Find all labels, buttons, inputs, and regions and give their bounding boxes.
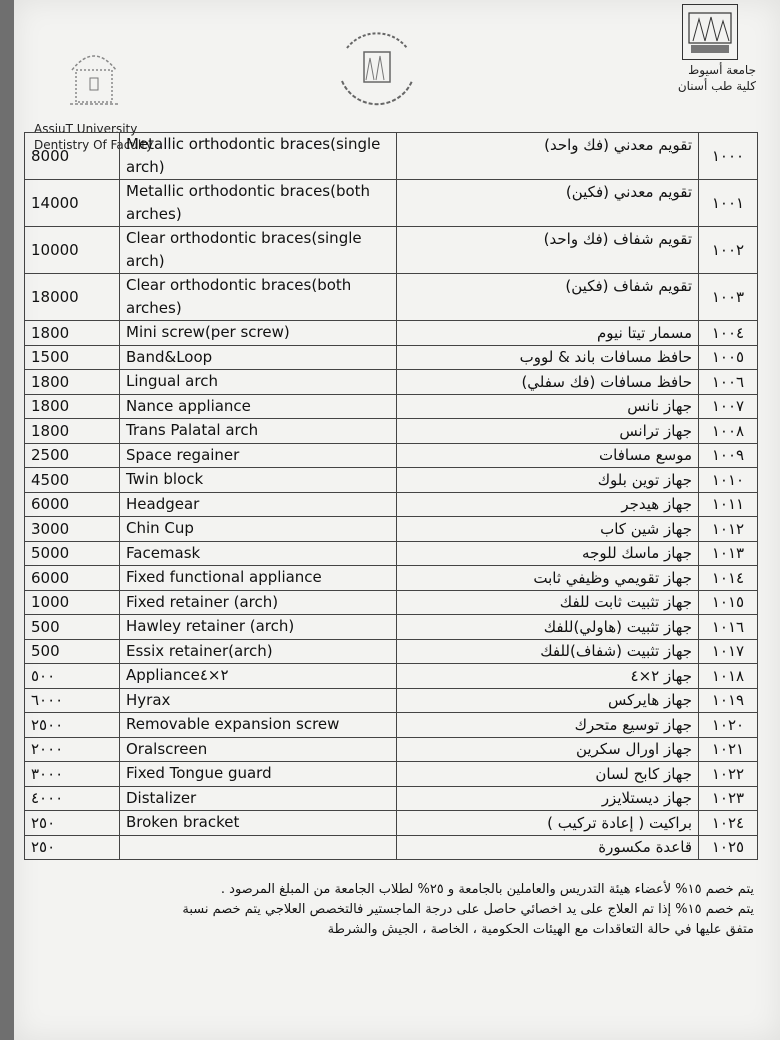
service-code-cell: ١٠٠٥ bbox=[699, 345, 758, 370]
service-name-cell: Lingual arch bbox=[120, 370, 397, 395]
table-row bbox=[25, 811, 758, 836]
service-name-ar-cell: قاعدة مكسورة bbox=[397, 835, 699, 860]
table-row bbox=[25, 566, 758, 591]
service-name-cell: Space regainer bbox=[120, 443, 397, 468]
service-name-ar-cell: جهاز شين كاب bbox=[397, 517, 699, 542]
service-name-ar-cell: جهاز ديستلايزر bbox=[397, 786, 699, 811]
table-row bbox=[25, 762, 758, 787]
price-cell: 6000 bbox=[25, 492, 120, 517]
service-name-cell: Essix retainer(arch) bbox=[120, 639, 397, 664]
price-cell: 4500 bbox=[25, 468, 120, 493]
note-line: يتم خصم ١٥% لأعضاء هيئة التدريس والعاملين بالجامعة و ٢٥% لطلاب الجامعة من المبلغ المرصود . bbox=[220, 882, 754, 897]
service-name-ar-cell: جهاز ٢×٤ bbox=[397, 664, 699, 689]
service-name-ar-cell: جهاز تقويمي وظيفي ثابت bbox=[397, 566, 699, 591]
service-name-cell: Nance appliance bbox=[120, 394, 397, 419]
table-row bbox=[25, 443, 758, 468]
table-row bbox=[25, 370, 758, 395]
service-code-cell: ١٠٠٧ bbox=[699, 394, 758, 419]
service-code-cell: ١٠٠٩ bbox=[699, 443, 758, 468]
service-name-cell: Broken bracket bbox=[120, 811, 397, 836]
price-cell: ٣٠٠٠ bbox=[25, 762, 120, 787]
service-name-cell: Band&Loop bbox=[120, 345, 397, 370]
table-row bbox=[25, 541, 758, 566]
price-cell: ٢٥٠ bbox=[25, 835, 120, 860]
service-name-ar-cell: جهاز توسيع متحرك bbox=[397, 713, 699, 738]
service-name-ar-cell: براكيت ( إعادة تركيب ) bbox=[397, 811, 699, 836]
service-name-ar-cell: حافظ مسافات (فك سفلي) bbox=[397, 370, 699, 395]
service-code-cell: ١٠٠٤ bbox=[699, 321, 758, 346]
service-code-cell: ١٠١٣ bbox=[699, 541, 758, 566]
table-row bbox=[25, 492, 758, 517]
service-name-ar-cell: جهاز تثبيت (هاولي)للفك bbox=[397, 615, 699, 640]
table-row bbox=[25, 664, 758, 689]
service-code-cell: ١٠١٩ bbox=[699, 688, 758, 713]
table-row bbox=[25, 227, 758, 274]
table-row bbox=[25, 737, 758, 762]
service-name-cell: Metallic orthodontic braces(single arch) bbox=[120, 133, 397, 180]
faculty-name-ar: كلية طب أسنان bbox=[677, 79, 756, 93]
faculty-logo-icon bbox=[64, 40, 124, 114]
service-name-ar-cell: مسمار تيتا نيوم bbox=[397, 321, 699, 346]
table-row bbox=[25, 394, 758, 419]
price-cell: 8000 bbox=[25, 133, 120, 180]
table-row bbox=[25, 517, 758, 542]
discount-notes bbox=[34, 880, 754, 940]
table-row bbox=[25, 713, 758, 738]
price-cell: ٥٠٠ bbox=[25, 664, 120, 689]
table-row bbox=[25, 590, 758, 615]
service-name-cell: Fixed retainer (arch) bbox=[120, 590, 397, 615]
price-cell: 1000 bbox=[25, 590, 120, 615]
price-cell: 10000 bbox=[25, 227, 120, 274]
service-name-cell: Headgear bbox=[120, 492, 397, 517]
service-name-ar-cell: جهاز توين بلوك bbox=[397, 468, 699, 493]
service-name-ar-cell: جهاز هايركس bbox=[397, 688, 699, 713]
price-cell: 3000 bbox=[25, 517, 120, 542]
service-name-ar-cell: موسع مسافات bbox=[397, 443, 699, 468]
service-code-cell: ١٠١٦ bbox=[699, 615, 758, 640]
service-name-ar-cell: تقويم شفاف (فك واحد) bbox=[397, 227, 699, 274]
service-name-ar-cell: جهاز نانس bbox=[397, 394, 699, 419]
price-table bbox=[24, 132, 758, 860]
service-code-cell: ١٠١٨ bbox=[699, 664, 758, 689]
service-code-cell: ١٠١٠ bbox=[699, 468, 758, 493]
service-name-cell: Hyrax bbox=[120, 688, 397, 713]
service-code-cell: ١٠١٧ bbox=[699, 639, 758, 664]
service-name-ar-cell: جهاز اورال سكرين bbox=[397, 737, 699, 762]
faculty-seal-icon bbox=[332, 26, 422, 120]
table-row bbox=[25, 786, 758, 811]
note-line: يتم خصم ١٥% إذا تم العلاج على يد اخصائي حاصل على درجة الماجستير فالتخصص العلاجي يتم خصم نسبة bbox=[182, 902, 754, 917]
university-name-ar: جامعة أسيوط bbox=[688, 63, 756, 77]
note-line: متفق عليها في حالة التعاقدات مع الهيئات الحكومية ، الخاصة ، الجيش والشرطة bbox=[327, 922, 754, 937]
service-name-cell: Appliance٢×٤ bbox=[120, 664, 397, 689]
price-cell: 14000 bbox=[25, 180, 120, 227]
service-name-ar-cell: تقويم شفاف (فكين) bbox=[397, 274, 699, 321]
service-code-cell: ١٠١١ bbox=[699, 492, 758, 517]
service-name-ar-cell: جهاز تثبيت ثابت للفك bbox=[397, 590, 699, 615]
price-cell: ٢٠٠٠ bbox=[25, 737, 120, 762]
price-cell: 5000 bbox=[25, 541, 120, 566]
service-code-cell: ١٠١٥ bbox=[699, 590, 758, 615]
table-row bbox=[25, 274, 758, 321]
table-row bbox=[25, 468, 758, 493]
service-name-cell: Twin block bbox=[120, 468, 397, 493]
price-cell: 1800 bbox=[25, 321, 120, 346]
price-cell: 2500 bbox=[25, 443, 120, 468]
service-code-cell: ١٠٠٦ bbox=[699, 370, 758, 395]
service-code-cell: ١٠٢١ bbox=[699, 737, 758, 762]
table-row bbox=[25, 345, 758, 370]
price-cell: 1800 bbox=[25, 370, 120, 395]
price-cell: 1500 bbox=[25, 345, 120, 370]
service-name-ar-cell: تقويم معدني (فكين) bbox=[397, 180, 699, 227]
price-cell: 18000 bbox=[25, 274, 120, 321]
service-name-cell: Fixed Tongue guard bbox=[120, 762, 397, 787]
price-cell: 1800 bbox=[25, 394, 120, 419]
service-name-cell: Clear orthodontic braces(both arches) bbox=[120, 274, 397, 321]
table-row bbox=[25, 133, 758, 180]
table-row bbox=[25, 835, 758, 860]
service-code-cell: ١٠٠١ bbox=[699, 180, 758, 227]
service-name-cell: Oralscreen bbox=[120, 737, 397, 762]
price-cell: ٢٥٠٠ bbox=[25, 713, 120, 738]
service-code-cell: ١٠١٤ bbox=[699, 566, 758, 591]
service-code-cell: ١٠١٢ bbox=[699, 517, 758, 542]
service-name-ar-cell: جهاز كابح لسان bbox=[397, 762, 699, 787]
service-code-cell: ١٠٠٣ bbox=[699, 274, 758, 321]
service-code-cell: ١٠٢٣ bbox=[699, 786, 758, 811]
table-row bbox=[25, 688, 758, 713]
price-cell: ٦٠٠٠ bbox=[25, 688, 120, 713]
price-cell: 6000 bbox=[25, 566, 120, 591]
service-name-cell: Fixed functional appliance bbox=[120, 566, 397, 591]
service-name-cell: Facemask bbox=[120, 541, 397, 566]
price-cell: 500 bbox=[25, 615, 120, 640]
table-row bbox=[25, 321, 758, 346]
service-name-cell: Trans Palatal arch bbox=[120, 419, 397, 444]
service-code-cell: ١٠٠٢ bbox=[699, 227, 758, 274]
table-row bbox=[25, 615, 758, 640]
service-code-cell: ١٠٢٠ bbox=[699, 713, 758, 738]
service-name-cell: Mini screw(per screw) bbox=[120, 321, 397, 346]
university-crest-icon bbox=[682, 4, 738, 60]
price-cell: ٢٥٠ bbox=[25, 811, 120, 836]
service-name-ar-cell: جهاز ماسك للوجه bbox=[397, 541, 699, 566]
service-name-ar-cell: تقويم معدني (فك واحد) bbox=[397, 133, 699, 180]
header-right bbox=[678, 62, 756, 94]
service-name-ar-cell: جهاز ترانس bbox=[397, 419, 699, 444]
price-cell: 1800 bbox=[25, 419, 120, 444]
service-name-ar-cell: حافظ مسافات باند & لووب bbox=[397, 345, 699, 370]
service-name-ar-cell: جهاز تثبيت (شفاف)للفك bbox=[397, 639, 699, 664]
service-code-cell: ١٠٢٥ bbox=[699, 835, 758, 860]
service-code-cell: ١٠٠٠ bbox=[699, 133, 758, 180]
service-code-cell: ١٠٢٢ bbox=[699, 762, 758, 787]
table-row bbox=[25, 180, 758, 227]
service-name-cell: Clear orthodontic braces(single arch) bbox=[120, 227, 397, 274]
price-cell: ٤٠٠٠ bbox=[25, 786, 120, 811]
service-code-cell: ١٠٢٤ bbox=[699, 811, 758, 836]
service-name-cell: Hawley retainer (arch) bbox=[120, 615, 397, 640]
service-name-cell: Chin Cup bbox=[120, 517, 397, 542]
service-name-cell: Distalizer bbox=[120, 786, 397, 811]
university-name-en: AssiuT University bbox=[34, 122, 138, 136]
service-code-cell: ١٠٠٨ bbox=[699, 419, 758, 444]
table-row bbox=[25, 639, 758, 664]
table-row bbox=[25, 419, 758, 444]
service-name-cell: Metallic orthodontic braces(both arches) bbox=[120, 180, 397, 227]
service-name-ar-cell: جهاز هيدجر bbox=[397, 492, 699, 517]
price-cell: 500 bbox=[25, 639, 120, 664]
faculty-name-en: Dentistry Of Faculty bbox=[34, 138, 154, 152]
service-name-cell: Removable expansion screw bbox=[120, 713, 397, 738]
service-name-cell bbox=[120, 835, 397, 860]
